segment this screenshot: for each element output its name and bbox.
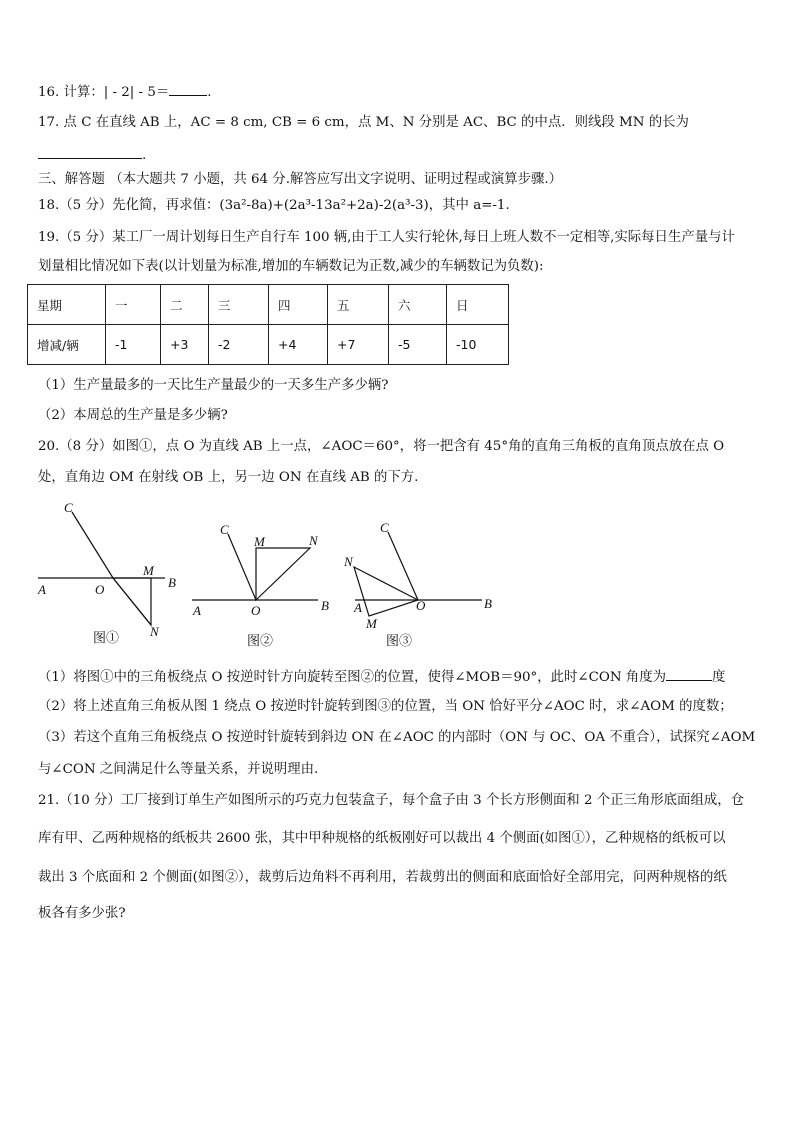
label-b-fig3: B xyxy=(484,596,492,611)
triangle-fig3 xyxy=(354,567,418,616)
table-cell: +4 xyxy=(269,325,328,365)
question-20-sub-3-line-1: （3）若这个直角三角板绕点 O 按逆时针旋转到斜边 ON 在∠AOC 的内部时（ON 与 OC、OA 不重合），试探究∠AOM xyxy=(38,730,756,745)
label-o-fig3: O xyxy=(416,598,426,613)
question-20-sub-1-tail: 度 xyxy=(711,670,726,685)
question-20-line-1: 20.（8 分）如图①，点 O 为直线 AB 上一点，∠AOC＝60°，将一把含有 45°角的直角三角板的直角顶点放在点 O xyxy=(38,439,725,454)
label-n-fig1: N xyxy=(150,624,159,639)
table-cell: 增减/辆 xyxy=(28,325,106,365)
question-18: 18.（5 分）先化简，再求值：(3a²-8a)+(2a³-13a²+2a)-2(a³-3)，其中 a=-1. xyxy=(38,198,510,213)
triangle-fig2 xyxy=(256,548,310,600)
caption-fig2: 图② xyxy=(247,633,274,648)
question-20-sub-1 xyxy=(38,667,756,687)
label-c-fig2: C xyxy=(220,522,229,537)
production-table xyxy=(27,284,509,365)
ray-oc-fig2 xyxy=(228,534,256,600)
question-17-tail: . xyxy=(142,148,147,163)
label-o-fig1: O xyxy=(95,582,105,597)
question-16-text: 16. 计算：| - 2| - 5＝ xyxy=(38,85,170,100)
section-3-heading: 三、解答题 （本大题共 7 小题，共 64 分.解答应写出文字说明、证明过程或演算步骤.） xyxy=(38,172,563,187)
table-cell: +7 xyxy=(328,325,389,365)
answer-blank-16[interactable] xyxy=(169,82,207,96)
table-row xyxy=(28,325,509,365)
label-m-fig2: M xyxy=(254,534,265,549)
label-n-fig3: N xyxy=(344,554,353,569)
ray-oc-fig3 xyxy=(388,532,418,600)
table-cell: -2 xyxy=(209,325,269,365)
label-c-fig3: C xyxy=(380,520,389,535)
caption-fig1: 图① xyxy=(93,630,120,645)
caption-fig3: 图③ xyxy=(386,633,413,648)
table-cell: 六 xyxy=(389,285,447,325)
label-m-fig1: M xyxy=(143,563,154,578)
question-20-line-2: 处，直角边 OM 在射线 OB 上，另一边 ON 在直线 AB 的下方. xyxy=(38,470,419,485)
question-19-sub-2: （2）本周总的生产量是多少辆? xyxy=(38,408,228,423)
table-cell: 一 xyxy=(106,285,161,325)
question-16-tail: . xyxy=(207,85,212,100)
table-cell: -10 xyxy=(447,325,509,365)
answer-blank-17[interactable] xyxy=(38,145,142,159)
table-cell: 二 xyxy=(161,285,209,325)
table-header-row xyxy=(28,285,509,325)
question-21-line-2: 库有甲、乙两种规格的纸板共 2600 张，其中甲种规格的纸板刚好可以裁出 4 个侧面(如图①），乙种规格的纸板可以 xyxy=(38,831,726,846)
question-19-line-2: 划量相比情况如下表(以计划量为标准,增加的车辆数记为正数,减少的车辆数记为负数): xyxy=(38,259,544,274)
table-cell: +3 xyxy=(161,325,209,365)
question-17-line-2 xyxy=(38,145,756,165)
table-cell: -1 xyxy=(106,325,161,365)
question-21-line-1: 21.（10 分）工厂接到订单生产如图所示的巧克力包装盒子，每个盒子由 3 个长方形侧面和 2 个正三角形底面组成，仓 xyxy=(38,793,745,808)
question-16 xyxy=(38,82,756,102)
question-19-sub-1: （1）生产量最多的一天比生产量最少的一天多生产多少辆? xyxy=(38,378,389,393)
table-cell: 四 xyxy=(269,285,328,325)
question-19-line-1: 19.（5 分）某工厂一周计划每日生产自行车 100 辆,由于工人实行轮休,每日上班人数不一定相等,实际每日生产量与计 xyxy=(38,230,735,245)
table-cell: 三 xyxy=(209,285,269,325)
table-cell: 星期 xyxy=(28,285,106,325)
label-m-fig3: M xyxy=(366,616,377,631)
table-cell: 五 xyxy=(328,285,389,325)
table-cell: 日 xyxy=(447,285,509,325)
label-o-fig2: O xyxy=(251,603,261,618)
geometry-figures xyxy=(0,490,794,655)
label-b-fig1: B xyxy=(168,575,176,590)
label-b-fig2: B xyxy=(321,598,329,613)
question-17-line-1: 17. 点 C 在直线 AB 上，AC = 8 cm, CB = 6 cm，点 M、N 分别是 AC、BC 的中点．则线段 MN 的长为 xyxy=(38,115,689,130)
answer-blank-20-1[interactable] xyxy=(666,667,712,681)
hypotenuse-fig1 xyxy=(113,578,151,625)
question-20-sub-2: （2）将上述直角三角板从图 1 绕点 O 按逆时针旋转到图③的位置，当 ON 恰好平分∠AOC 时，求∠AOM 的度数； xyxy=(38,699,733,714)
ray-oc-fig1 xyxy=(72,512,113,578)
question-20-sub-1-text: （1）将图①中的三角板绕点 O 按逆时针方向旋转至图②的位置，使得∠MOB＝90°，此时∠CON 角度为 xyxy=(38,670,666,685)
label-n-fig2: N xyxy=(309,533,318,548)
table-cell: -5 xyxy=(389,325,447,365)
label-c-fig1: C xyxy=(64,500,73,515)
label-a-fig2: A xyxy=(193,603,201,618)
label-a-fig3: A xyxy=(354,600,362,615)
question-21-line-3: 裁出 3 个底面和 2 个侧面(如图②），裁剪后边角料不再利用，若裁剪出的侧面和底面恰好全部用完，问两种规格的纸 xyxy=(38,870,727,885)
question-21-line-4: 板各有多少张? xyxy=(38,906,126,921)
label-a-fig1: A xyxy=(38,582,46,597)
question-20-sub-3-line-2: 与∠CON 之间满足什么等量关系，并说明理由. xyxy=(38,762,319,777)
